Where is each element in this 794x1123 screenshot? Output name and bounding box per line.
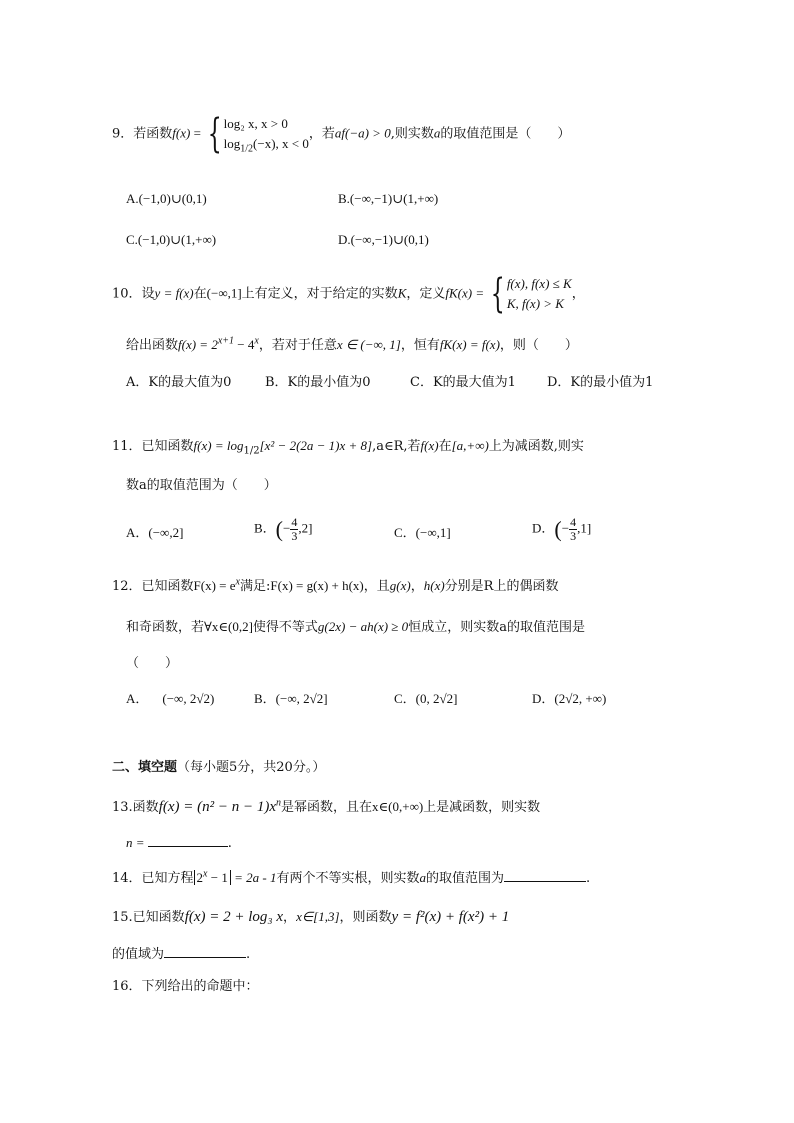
q12-d-label: D． [532, 691, 555, 706]
q9-option-a[interactable]: A.(−1,0)∪(0,1) [126, 191, 207, 206]
q11-fx2: f(x) [420, 438, 439, 453]
q9-case1: log₂ x, x > 0 [223, 116, 288, 131]
q12-hx: h(x) [423, 578, 445, 593]
q12-mid3: ， [410, 579, 424, 594]
q12-fx-exp: x [235, 576, 240, 588]
q11-b-label: B． [254, 520, 276, 536]
q14-answer-blank[interactable] [504, 868, 586, 882]
q10-k: K [397, 285, 407, 301]
q15-domain: x∈[1,3] [296, 909, 340, 924]
q15-y: y = f²(x) + f(x²) + 1 [391, 909, 510, 925]
q14-abs-exp: x [203, 868, 208, 880]
section-2-title: 二、填空题 [112, 760, 178, 775]
q10-line1 [112, 271, 585, 317]
q10-eqcond: fK(x) = f(x) [439, 337, 500, 352]
q15-mid: ，则函数 [339, 910, 392, 925]
q14-end-pre: 的取值范围为 [425, 871, 504, 886]
q13-line2 [126, 833, 232, 853]
q11-d-label: D． [532, 520, 555, 536]
q12-gx: g(x) [389, 578, 411, 593]
q9-brace: { [207, 111, 222, 157]
q13-fx: f(x) = (n² − n − 1)x [158, 799, 277, 815]
q15-sep: ， [283, 910, 297, 925]
q10-pre: 10．设 [112, 286, 155, 302]
q11-base: 1/2 [243, 445, 260, 457]
q10-cases [507, 274, 572, 314]
q10-mid1: 在 [193, 286, 207, 302]
q9-stem [112, 111, 571, 157]
q13-period: . [227, 836, 232, 851]
q11-option-d[interactable] [532, 516, 591, 543]
q12-ineq: g(2x) − ah(x) ≥ 0 [317, 619, 409, 634]
q12-option-b[interactable] [254, 690, 328, 708]
q13-fx-exp: n [276, 797, 282, 809]
q13-line1 [112, 798, 540, 817]
q14-abs-base: 2 [196, 870, 204, 885]
q9-stem-pre: 9．若函数 [112, 126, 173, 142]
section-2-note: （每小题5分，共20分。） [177, 760, 326, 775]
q10-mid3: ，定义 [406, 286, 446, 302]
q10-line2-end: ，则（ ） [499, 338, 578, 353]
q12-b-value: (−∞, 2√2] [275, 691, 328, 706]
q12-line2 [126, 618, 585, 637]
q9-cond: af(−a) > 0 [334, 125, 391, 141]
q13-pre: 13.函数 [112, 800, 159, 815]
q10-fx-exp2: x [254, 335, 259, 347]
q12-feq: F(x) = g(x) + h(x) [270, 578, 364, 593]
q11-d-post: ,1] [577, 520, 592, 536]
q16-line: 16．下列给出的命题中： [112, 979, 259, 994]
q10-line2 [126, 336, 578, 355]
q12-d-value: (2√2, +∞) [554, 691, 607, 706]
q14-abs [194, 870, 231, 885]
q12-line1 [112, 577, 558, 596]
q12-a-label: A． [126, 691, 149, 706]
q11-line1 [112, 437, 584, 456]
q14-pre: 14．已知方程 [112, 871, 194, 886]
q11-b-minus: − [283, 520, 291, 536]
q12-pre: 12．已知函数 [112, 579, 194, 594]
q9-stem-post: ,则实数 [390, 126, 434, 142]
q10-fx-def: f(x) = 2 [178, 337, 218, 352]
q10-option-d[interactable]: D．K的最小值为1 [547, 375, 654, 390]
q13-n-eq: n = [126, 835, 148, 850]
q10-case2: K, f(x) > K [506, 296, 564, 311]
q9-eq: = [190, 125, 205, 141]
q11-option-a[interactable]: A．(−∞,2] [126, 525, 184, 540]
q14-line [112, 868, 590, 888]
q11-arg: [x² − 2(2a − 1)x + 8] [259, 438, 373, 453]
q12-mid: 满足: [240, 579, 271, 594]
q10-mid2: 上有定义，对于给定的实数 [241, 286, 398, 302]
q9-case2-log: log [223, 136, 241, 151]
q11-b-post: ,2] [298, 520, 313, 536]
q12-line2-mid: 使得不等式 [252, 620, 318, 635]
q11-d-minus: − [561, 520, 570, 536]
q12-line3: （ ） [126, 656, 179, 671]
q9-case2-post: (−x), x < 0 [253, 136, 309, 151]
q12-end: 分别是R上的偶函数 [444, 579, 559, 594]
q14-abs-post: − 1 [207, 870, 228, 885]
q11-end: 上为减函数,则实 [488, 439, 584, 454]
section-2-heading [112, 759, 325, 777]
q12-line2-pre: 和奇函数，若 [126, 620, 205, 635]
q11-d-num: 4 [570, 515, 577, 529]
q12-option-d[interactable] [532, 690, 606, 708]
q11-option-b[interactable] [254, 516, 312, 543]
q10-fx-exp1: x+1 [217, 335, 235, 347]
q10-fx-minus: − 4 [234, 337, 255, 352]
q12-mid2: ，且 [363, 579, 390, 594]
q9-fx: f(x) [172, 125, 191, 141]
q11-interval: [a,+∞) [451, 438, 489, 453]
q14-period: . [585, 871, 591, 886]
q11-mid: ,a∈R,若 [372, 439, 421, 454]
q10-case1: f(x), f(x) ≤ K [506, 276, 572, 291]
q11-d-bracket: ( [554, 516, 562, 542]
q10-domain: (−∞,1] [206, 285, 242, 301]
q12-c-value: (0, 2√2] [415, 691, 458, 706]
q10-end1: ， [571, 286, 585, 302]
q12-b-label: B． [254, 691, 276, 706]
q11-b-bracket: ( [275, 516, 283, 542]
q12-forall: ∀x∈(0,2] [204, 619, 253, 634]
q9-case2 [224, 134, 309, 154]
q10-option-c[interactable]: C．K的最大值为1 [410, 375, 516, 390]
q12-a-value: (−∞, 2√2) [162, 691, 215, 706]
q12-c-label: C． [394, 691, 416, 706]
q11-d-den: 3 [570, 529, 577, 543]
q15-period: . [246, 947, 251, 962]
q12-option-a[interactable] [126, 690, 214, 708]
q15-line2 [112, 944, 250, 964]
q9-option-c[interactable]: C.(−1,0)∪(1,+∞) [126, 232, 217, 247]
q15-fx: f(x) = 2 + log₃ x [184, 909, 284, 925]
q10-brace: { [491, 271, 506, 317]
q9-stem-end: 的取值范围是（ ） [440, 126, 571, 142]
q10-y-eq: y = f(x) [154, 285, 194, 301]
q10-option-a[interactable]: A．K的最大值为0 [126, 375, 232, 390]
q10-line2-mid1: ，若对于任意 [258, 338, 337, 353]
q10-line2-pre: 给出函数 [126, 338, 179, 353]
q9-stem-mid: ，若 [308, 126, 335, 142]
q14-rhs: = 2a - 1 [230, 870, 277, 885]
q13-mid: 是幂函数，且在 [281, 800, 373, 815]
q9-var: a [433, 125, 441, 141]
q15-line1 [112, 908, 509, 927]
q11-b-den: 3 [291, 529, 298, 543]
q10-forall: x ∈ (−∞, 1] [336, 337, 401, 352]
q13-answer-blank[interactable] [148, 833, 228, 847]
q9-case2-base: 1/2 [240, 143, 254, 155]
q15-pre: 15.已知函数 [112, 910, 185, 925]
q10-fk: fK(x) = [445, 285, 488, 301]
q13-interval: x∈(0,+∞) [372, 799, 424, 814]
q12-fx: F(x) = e [193, 578, 236, 593]
q12-line2-end: 恒成立，则实数a的取值范围是 [408, 620, 585, 635]
q14-mid: 有两个不等实根，则实数 [276, 871, 420, 886]
q15-answer-blank[interactable] [164, 944, 246, 958]
q11-b-num: 4 [291, 515, 298, 529]
q10-line2-mid2: ，恒有 [400, 338, 440, 353]
q10-option-b[interactable]: B．K的最小值为0 [265, 375, 371, 390]
q9-option-d[interactable]: D.(−∞,−1)∪(0,1) [338, 232, 429, 247]
q9-option-b[interactable]: B.(−∞,−1)∪(1,+∞) [338, 191, 439, 206]
q15-line2-pre: 的值域为 [112, 947, 165, 962]
q9-cases [224, 114, 309, 154]
q11-option-c[interactable]: C．(−∞,1] [394, 525, 451, 540]
q11-d-frac [569, 516, 577, 543]
q12-option-c[interactable] [394, 690, 457, 708]
q14-var: a [419, 870, 426, 885]
q11-mid2: 在 [438, 439, 452, 454]
q11-line2: 数a的取值范围为（ ） [126, 478, 277, 493]
q11-fx: f(x) = log [193, 438, 244, 453]
q11-pre: 11．已知函数 [112, 439, 194, 454]
q13-end: 上是减函数，则实数 [423, 800, 541, 815]
